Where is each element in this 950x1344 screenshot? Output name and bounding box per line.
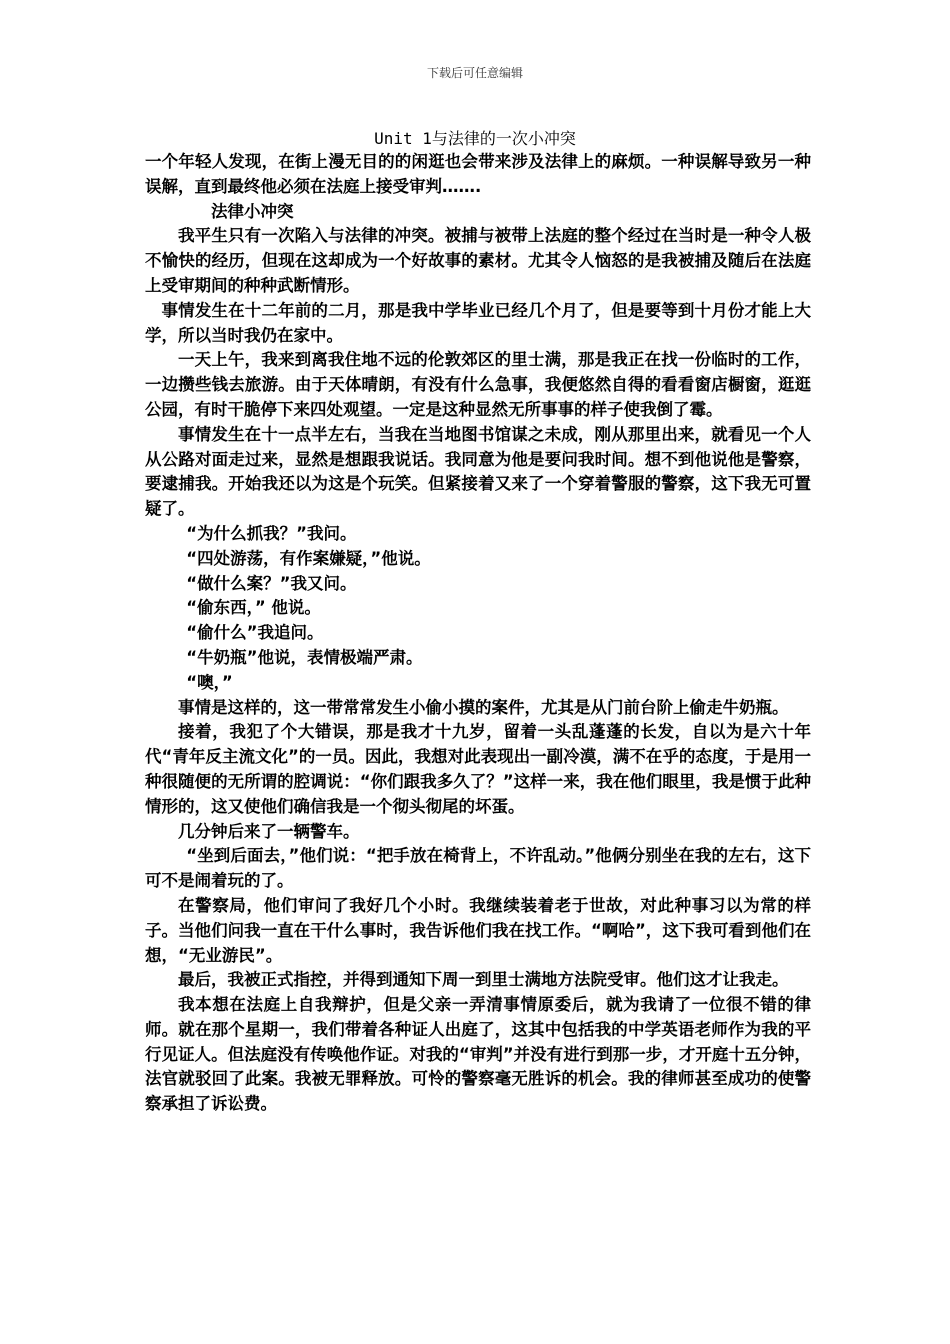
body-paragraph: 几分钟后来了一辆警车。 (178, 821, 360, 841)
body-paragraph: 接着，我犯了个大错误，那是我才十九岁，留着一头乱蓬蓬的长发，自以为是六十年代“青年反主流文化”的一员。因此，我想对此表现出一副冷漠，满不在乎的态度，于是用一种很随便的无所谓的腔调说：“你们跟我多久了？”这样一来，我在他们眼里，我是惯于此种情形的，这又使他们确信我是一个彻头彻尾的坏蛋。 (145, 722, 811, 816)
dialogue-line: “为什么抓我？”我问。 (186, 523, 357, 543)
dialogue-line: “偷东西，” 他说。 (186, 598, 321, 618)
document-body (145, 150, 811, 1117)
body-paragraph: 最后，我被正式指控，并得到通知下周一到里士满地方法院受审。他们这才让我走。 (178, 970, 789, 990)
page-header-note: 下载后可任意编辑 (426, 66, 523, 80)
body-paragraph: 我平生只有一次陷入与法律的冲突。被捕与被带上法庭的整个经过在当时是一种令人极不愉快的经历，但现在这却成为一个好故事的素材。尤其令人恼怒的是我被捕及随后在法庭上受审期间的种种武断情形。 (145, 226, 811, 295)
body-paragraph: 事情是这样的，这一带常常发生小偷小摸的案件，尤其是从门前台阶上偷走牛奶瓶。 (178, 697, 789, 717)
dialogue-line: “偷什么”我追问。 (186, 623, 324, 643)
dialogue-line: “四处游荡，有作案嫌疑，”他说。 (186, 548, 431, 568)
dialogue-line: “做什么案？”我又问。 (186, 573, 357, 593)
body-paragraph: 在警察局，他们审问了我好几个小时。我继续装着老于世故，对此种事习以为常的样子。当他们问我一直在干什么事时，我告诉他们我在找工作。“啊哈”，这下我可看到他们在想，“无业游民”。 (145, 895, 811, 965)
dialogue-line: “牛奶瓶”他说，表情极端严肃。 (186, 647, 423, 667)
intro-paragraph: 一个年轻人发现，在街上漫无目的的闲逛也会带来涉及法律上的麻烦。一种误解导致另一种误解，直到最终他必须在法庭上接受审判……. (145, 152, 811, 196)
body-paragraph: 我本想在法庭上自我辩护，但是父亲一弄清事情原委后，就为我请了一位很不错的律师。就在那个星期一，我们带着各种证人出庭了，这其中包括我的中学英语老师作为我的平行见证人。但法庭没有传唤他作证。对我的“审判”并没有进行到那一步，才开庭十五分钟，法官就驳回了此案。我被无罪释放。可怜的警察毫无胜诉的机会。我的律师甚至成功的使警察承担了诉讼费。 (145, 995, 811, 1114)
body-paragraph: 事情发生在十一点半左右，当我在当地图书馆谋之未成，刚从那里出来，就看见一个人从公路对面走过来，显然是想跟我说话。我同意为他是要问我时间。想不到他说他是警察，要逮捕我。开始我还以为这是个玩笑。但紧接着又来了一个穿着警服的警察，这下我无可置疑了。 (145, 424, 811, 519)
document-title: Unit 1与法律的一次小冲突 (374, 129, 576, 148)
body-paragraph: 一天上午，我来到离我住地不远的伦敦郊区的里士满，那是我正在找一份临时的工作，一边攒些钱去旅游。由于天体晴朗，有没有什么急事，我便悠然自得的看看窗店橱窗，逛逛公园，有时干脆停下来四处观望。一定是这种显然无所事事的样子使我倒了霉。 (145, 350, 811, 419)
body-paragraph: 事情发生在十二年前的二月，那是我中学毕业已经几个月了，但是要等到十月份才能上大学，所以当时我仍在家中。 (145, 300, 811, 345)
body-paragraph: “坐到后面去，”他们说：“把手放在椅背上，不许乱动。”他俩分别坐在我的左右，这下可不是闹着玩的了。 (145, 846, 811, 891)
section-heading: 法律小冲突 (211, 201, 294, 221)
dialogue-line: “噢，” (186, 672, 233, 692)
